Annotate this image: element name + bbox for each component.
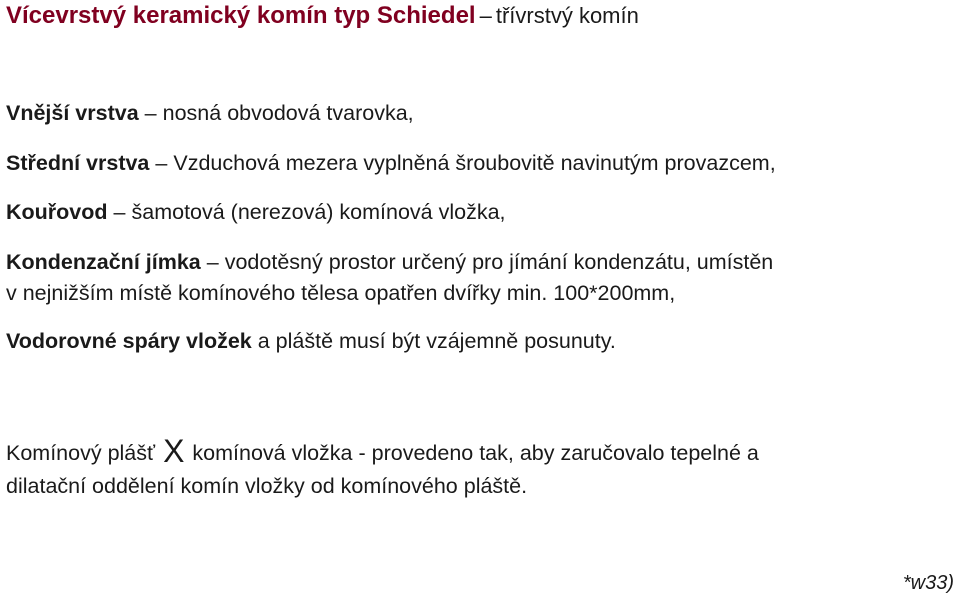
layer-flue [6,199,506,225]
joints-line [6,328,616,354]
title-main: Vícevrstvý keramický komín typ Schiedel [6,2,476,29]
footnote: *w33) [902,572,954,594]
layer-sep: – [206,250,219,274]
joints-term: Vodorovné spáry vložek [6,329,252,353]
note-part1: Komínový plášť [6,441,156,465]
layer-outer [6,100,414,126]
note-line-2: dilatační oddělení komín vložky od komínového pláště. [6,474,528,498]
layer-sep: – [155,151,168,175]
title-dash: – [479,3,492,28]
joints-text: a pláště musí být vzájemně posunuty. [257,329,616,353]
layer-condensate-continued: v nejnižším místě komínového tělesa opatřen dvířky min. 100*200mm, [6,281,676,305]
note-line-1 [6,433,759,469]
layer-term: Kouřovod [6,200,108,224]
layer-term: Vnější vrstva [6,101,139,125]
note-part2: komínová vložka - provedeno tak, aby zaručovalo tepelné a [192,441,759,465]
title-subtitle: třívrstvý komín [495,3,639,28]
page-title [6,2,639,30]
layer-sep: – [113,200,126,224]
layer-term: Kondenzační jímka [6,250,201,274]
note-x: X [163,433,185,469]
layer-text: šamotová (nerezová) komínová vložka, [131,200,506,224]
layer-term: Střední vrstva [6,151,150,175]
layer-condensate [6,249,773,275]
layer-text: nosná obvodová tvarovka, [162,101,414,125]
layer-text: Vzduchová mezera vyplněná šroubovitě navinutým provazcem, [173,151,776,175]
layer-text: vodotěsný prostor určený pro jímání kondenzátu, umístěn [224,250,774,274]
layer-sep: – [144,101,157,125]
layer-middle [6,150,776,176]
